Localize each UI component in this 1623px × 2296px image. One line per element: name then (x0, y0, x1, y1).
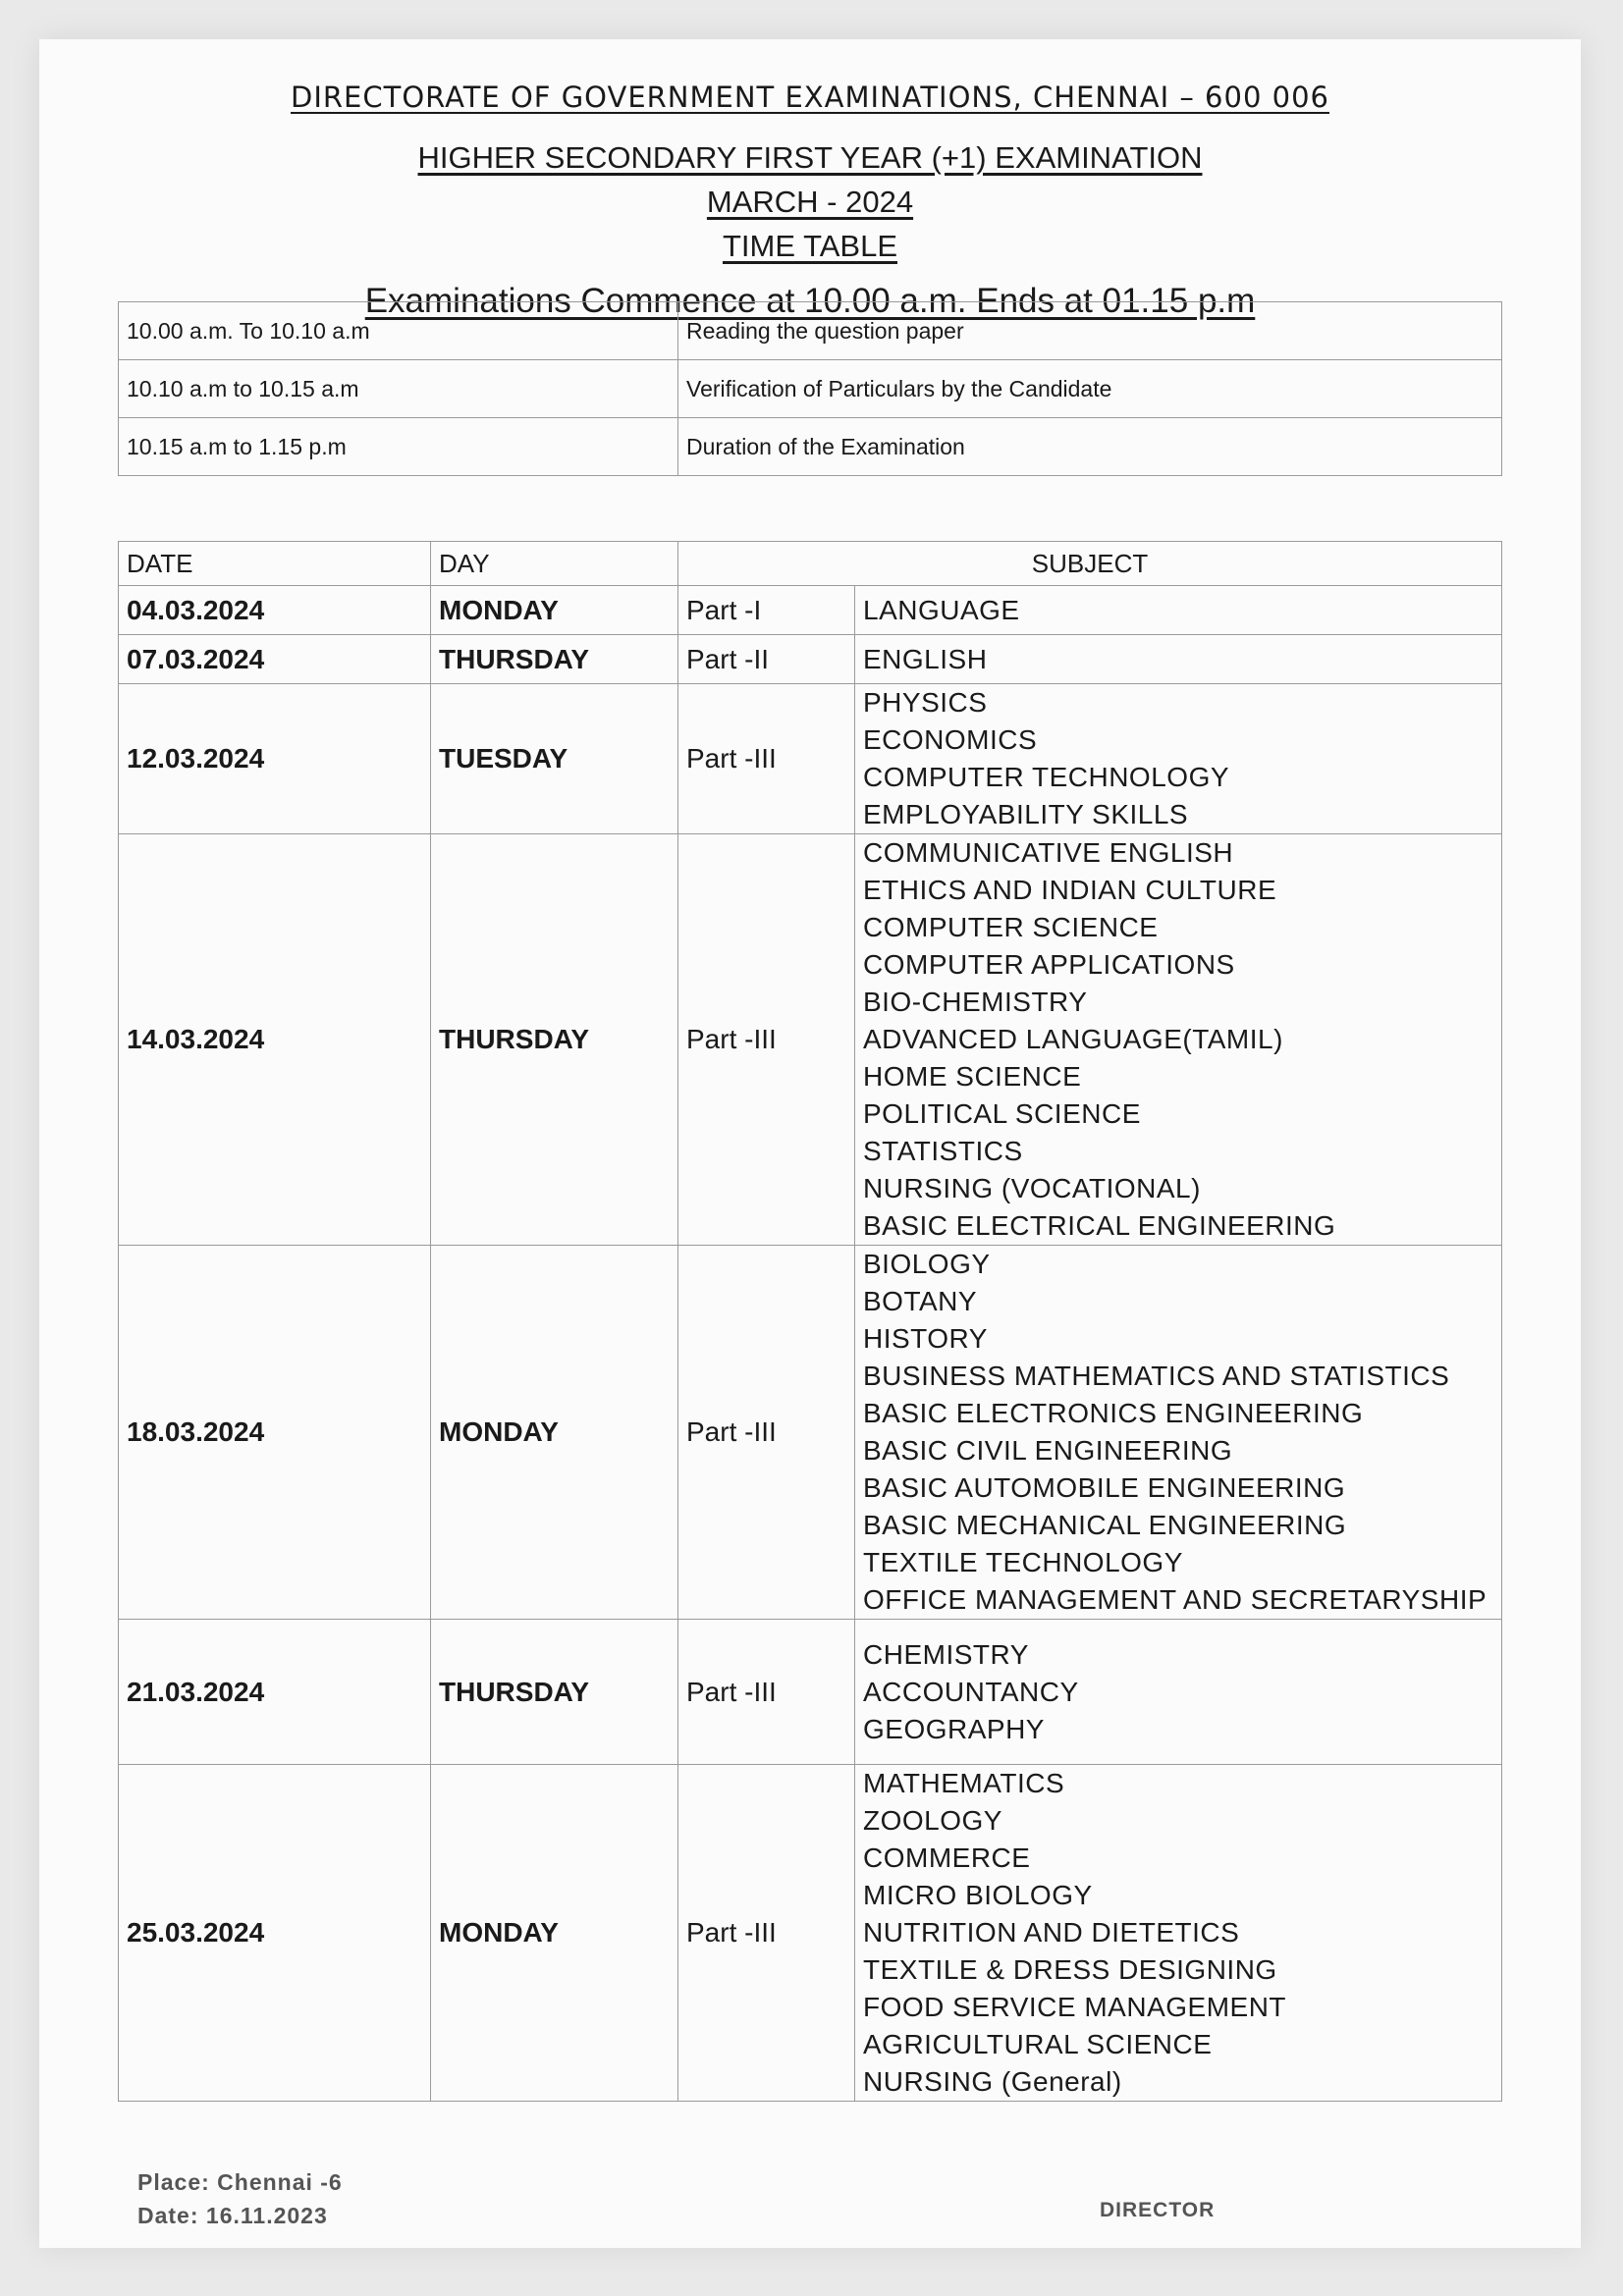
commence-note: Examinations Commence at 10.00 a.m. Ends at 01.15 p.m (364, 282, 1256, 320)
schedule-row (119, 635, 1502, 684)
subject-item: NUTRITION AND DIETETICS (863, 1917, 1240, 1948)
schedule-row (119, 834, 1502, 1246)
subject-list (855, 1246, 1502, 1620)
footer-director: DIRECTOR (1100, 2199, 1216, 2221)
subject-item: NURSING (VOCATIONAL) (863, 1173, 1201, 1203)
subject-item: BASIC AUTOMOBILE ENGINEERING (863, 1472, 1346, 1503)
subject-item: COMMUNICATIVE ENGLISH (863, 837, 1234, 868)
subject-item: BIOLOGY (863, 1249, 991, 1279)
timing-row (119, 360, 1502, 418)
timing-activity: Duration of the Examination (678, 418, 1502, 476)
schedule-header-row (119, 542, 1502, 586)
exam-part: Part -III (678, 1620, 855, 1765)
exam-date: 04.03.2024 (119, 586, 431, 635)
subject-item: OFFICE MANAGEMENT AND SECRETARYSHIP (863, 1584, 1488, 1615)
subject-list (855, 635, 1502, 684)
exam-month: MARCH - 2024 (706, 185, 914, 219)
exam-part: Part -III (678, 684, 855, 834)
schedule-row (119, 586, 1502, 635)
footer-date: Date: 16.11.2023 (137, 2203, 328, 2228)
subject-item: AGRICULTURAL SCIENCE (863, 2029, 1213, 2059)
subject-item: TEXTILE TECHNOLOGY (863, 1547, 1183, 1577)
subject-item: ECONOMICS (863, 724, 1038, 755)
schedule-row (119, 1765, 1502, 2102)
subject-item: ZOOLOGY (863, 1805, 1002, 1836)
subject-item: COMPUTER APPLICATIONS (863, 949, 1235, 980)
exam-part: Part -III (678, 1246, 855, 1620)
subject-item: NURSING (General) (863, 2066, 1122, 2097)
subject-list (855, 1620, 1502, 1765)
subject-item: MICRO BIOLOGY (863, 1880, 1093, 1910)
subject-list (855, 586, 1502, 635)
footer-place: Place: Chennai -6 (137, 2169, 343, 2195)
subject-item: COMPUTER TECHNOLOGY (863, 762, 1230, 792)
exam-date: 12.03.2024 (119, 684, 431, 834)
subject-item: FOOD SERVICE MANAGEMENT (863, 1992, 1287, 2022)
exam-day: MONDAY (431, 586, 678, 635)
timing-activity: Verification of Particulars by the Candidate (678, 360, 1502, 418)
date-column-header: DATE (119, 542, 431, 586)
subject-item: LANGUAGE (863, 594, 1020, 625)
subject-item: TEXTILE & DRESS DESIGNING (863, 1954, 1277, 1985)
subject-item: COMPUTER SCIENCE (863, 912, 1159, 942)
subject-item: ACCOUNTANCY (863, 1676, 1079, 1707)
day-column-header: DAY (431, 542, 678, 586)
exam-date: 07.03.2024 (119, 635, 431, 684)
subject-list (855, 1765, 1502, 2102)
timing-row (119, 302, 1502, 360)
subject-column-header: SUBJECT (678, 542, 1502, 586)
subject-item: ETHICS AND INDIAN CULTURE (863, 875, 1277, 905)
exam-name: HIGHER SECONDARY FIRST YEAR (+1) EXAMINATION (417, 140, 1203, 175)
subject-item: MATHEMATICS (863, 1768, 1065, 1798)
timing-row (119, 418, 1502, 476)
exam-day: THURSDAY (431, 1620, 678, 1765)
exam-date: 21.03.2024 (119, 1620, 431, 1765)
subject-list (855, 684, 1502, 834)
timing-time: 10.00 a.m. To 10.10 a.m (119, 302, 678, 360)
exam-day: TUESDAY (431, 684, 678, 834)
exam-day: THURSDAY (431, 635, 678, 684)
schedule-row (119, 684, 1502, 834)
subject-item: BUSINESS MATHEMATICS AND STATISTICS (863, 1361, 1450, 1391)
subject-item: BASIC CIVIL ENGINEERING (863, 1435, 1233, 1466)
schedule-row (119, 1620, 1502, 1765)
subject-item: STATISTICS (863, 1136, 1023, 1166)
exam-date: 14.03.2024 (119, 834, 431, 1246)
subject-item: BOTANY (863, 1286, 978, 1316)
subject-item: BASIC MECHANICAL ENGINEERING (863, 1510, 1347, 1540)
exam-part: Part -I (678, 586, 855, 635)
subject-item: EMPLOYABILITY SKILLS (863, 799, 1189, 829)
exam-date: 25.03.2024 (119, 1765, 431, 2102)
subject-item: PHYSICS (863, 687, 988, 718)
exam-day: THURSDAY (431, 834, 678, 1246)
subject-item: ADVANCED LANGUAGE(TAMIL) (863, 1024, 1283, 1054)
subject-item: ENGLISH (863, 643, 988, 674)
subject-item: BASIC ELECTRICAL ENGINEERING (863, 1210, 1336, 1241)
timing-activity: Reading the question paper (678, 302, 1502, 360)
subject-item: BIO-CHEMISTRY (863, 987, 1088, 1017)
exam-part: Part -III (678, 834, 855, 1246)
subject-item: BASIC ELECTRONICS ENGINEERING (863, 1398, 1364, 1428)
subject-item: POLITICAL SCIENCE (863, 1098, 1141, 1129)
schedule-row (119, 1246, 1502, 1620)
exam-part: Part -III (678, 1765, 855, 2102)
subject-item: COMMERCE (863, 1842, 1031, 1873)
timing-time: 10.10 a.m to 10.15 a.m (119, 360, 678, 418)
subject-item: HISTORY (863, 1323, 988, 1354)
exam-date: 18.03.2024 (119, 1246, 431, 1620)
directorate-title: DIRECTORATE OF GOVERNMENT EXAMINATIONS, CHENNAI – 600 006 (291, 80, 1329, 114)
subject-item: HOME SCIENCE (863, 1061, 1082, 1092)
timing-time: 10.15 a.m to 1.15 p.m (119, 418, 678, 476)
exam-day: MONDAY (431, 1765, 678, 2102)
subject-item: CHEMISTRY (863, 1638, 1029, 1670)
timing-table (118, 301, 1502, 476)
schedule-table (118, 541, 1502, 2102)
exam-day: MONDAY (431, 1246, 678, 1620)
exam-part: Part -II (678, 635, 855, 684)
subject-list (855, 834, 1502, 1246)
time-table-heading: TIME TABLE (722, 229, 897, 263)
subject-item: GEOGRAPHY (863, 1713, 1045, 1744)
